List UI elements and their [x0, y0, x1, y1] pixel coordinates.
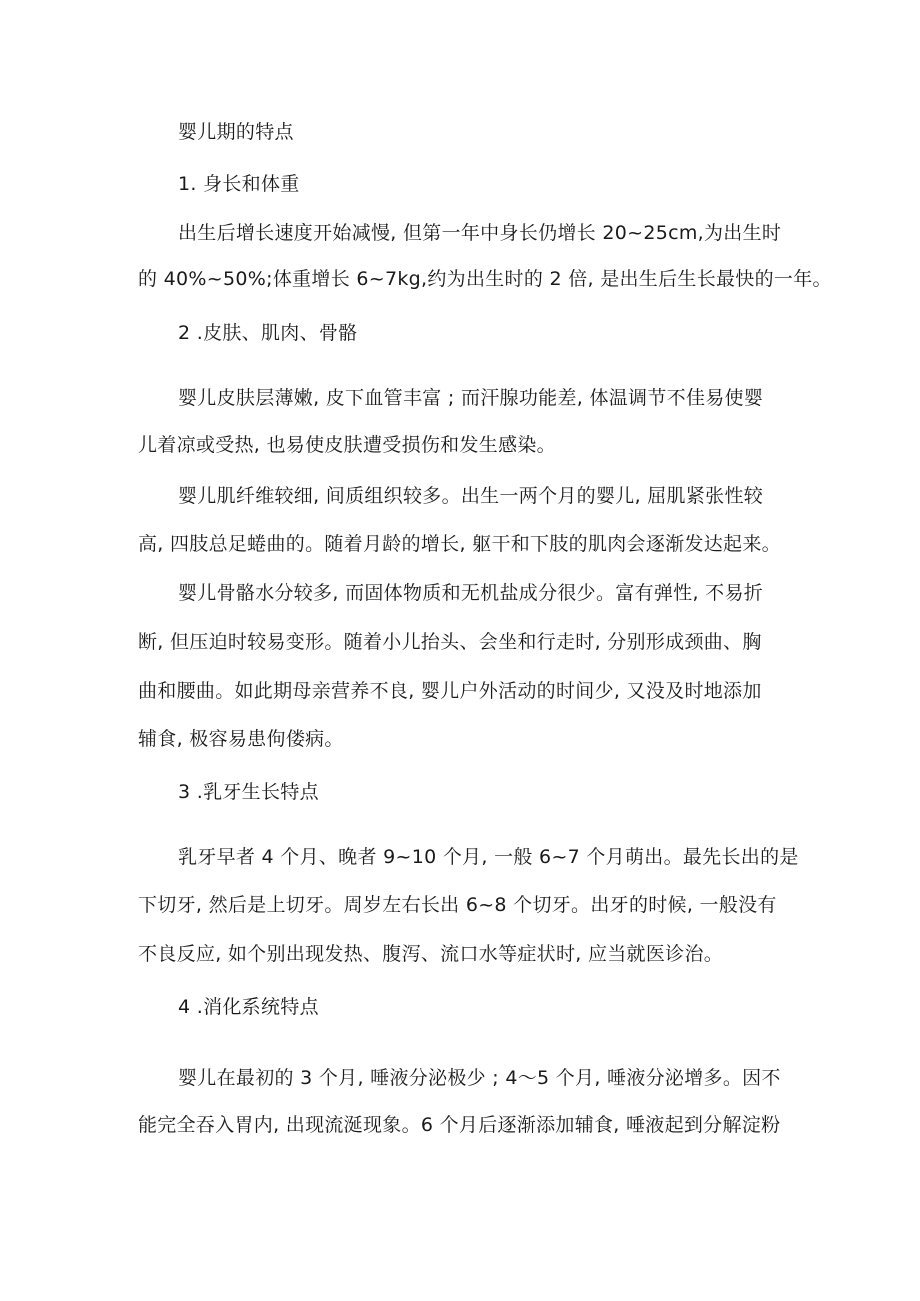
paragraph-line: 的 40%~50%;体重增长 6~7kg,约为出生时的 2 倍, 是出生后生长最快的一年。 [138, 268, 832, 290]
section-heading-4: 4 .消化系统特点 [178, 996, 319, 1018]
paragraph-line: 乳牙早者 4 个月、晚者 9~10 个月, 一般 6~7 个月萌出。最先长出的是 [178, 846, 799, 868]
paragraph-line: 儿着凉或受热, 也易使皮肤遭受损伤和发生感染。 [138, 434, 556, 456]
paragraph-line: 婴儿肌纤维较细, 间质组织较多。出生一两个月的婴儿, 屈肌紧张性较 [178, 485, 764, 507]
paragraph-line: 不良反应, 如个别出现发热、腹泻、流口水等症状时, 应当就医诊治。 [138, 943, 724, 965]
section-heading-2: 2 .皮肤、肌肉、骨骼 [178, 322, 358, 344]
paragraph-line: 下切牙, 然后是上切牙。周岁左右长出 6~8 个切牙。出牙的时候, 一般没有 [138, 894, 777, 916]
paragraph-line: 辅食, 极容易患佝偻病。 [138, 728, 344, 750]
paragraph-line: 婴儿皮肤层薄嫩, 皮下血管丰富 ; 而汗腺功能差, 体温调节不佳易使婴 [178, 387, 764, 409]
paragraph-line: 曲和腰曲。如此期母亲营养不良, 婴儿户外活动的时间少, 又没及时地添加 [138, 680, 762, 702]
paragraph-line: 出生后增长速度开始减慢, 但第一年中身长仍增长 20~25cm,为出生时 [178, 222, 782, 244]
section-heading-1: 1. 身长和体重 [178, 173, 300, 195]
paragraph-line: 婴儿在最初的 3 个月, 唾液分泌极少 ; 4～5 个月, 唾液分泌增多。因不 [178, 1067, 781, 1089]
paragraph-line: 婴儿骨骼水分较多, 而固体物质和无机盐成分很少。富有弹性, 不易折 [178, 582, 764, 604]
paragraph-line: 能完全吞入胃内, 出现流涎现象。6 个月后逐渐添加辅食, 唾液起到分解淀粉 [138, 1114, 781, 1136]
paragraph-line: 高, 四肢总足蜷曲的。随着月龄的增长, 躯干和下肢的肌肉会逐渐发达起来。 [138, 533, 781, 555]
section-heading-3: 3 .乳牙生长特点 [178, 781, 319, 803]
paragraph-line: 断, 但压迫时较易变形。随着小儿抬头、会坐和行走时, 分别形成颈曲、胸 [138, 631, 762, 653]
document-title: 婴儿期的特点 [178, 121, 294, 143]
